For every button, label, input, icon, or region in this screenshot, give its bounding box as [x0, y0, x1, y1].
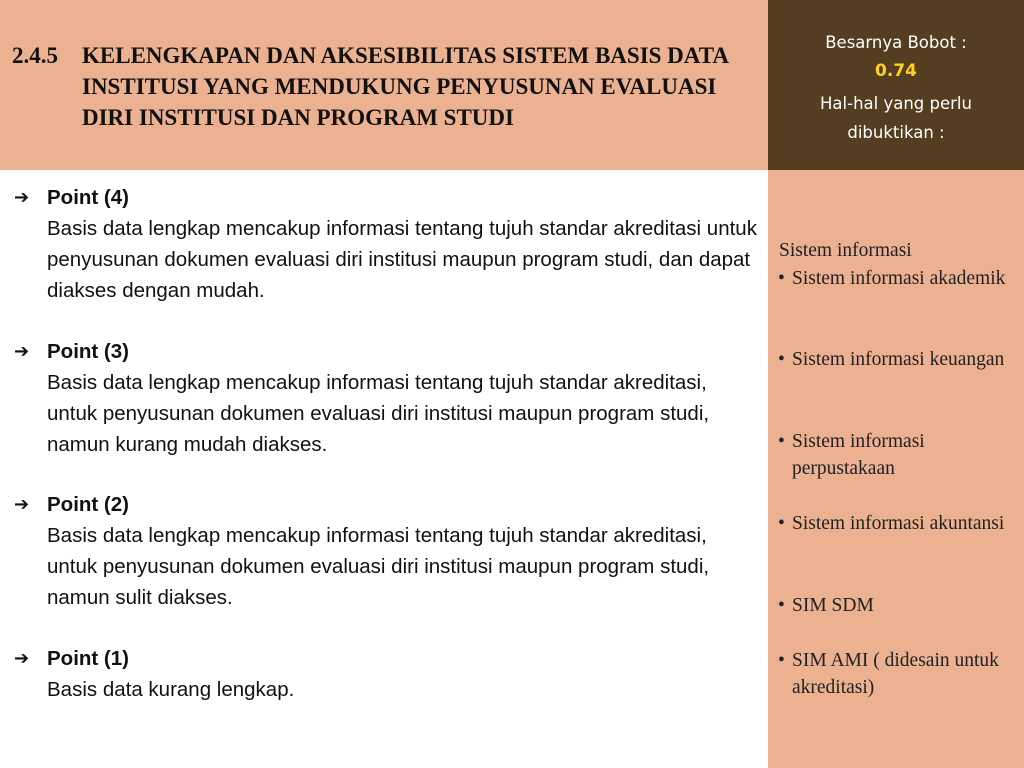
arrow-right-icon: ➔ — [14, 187, 30, 208]
sidebar-heading: Sistem informasi — [779, 240, 912, 261]
proof-label-line1: Hal-hal yang perlu — [820, 94, 972, 113]
sidebar-item-label: Sistem informasi akademik — [792, 268, 1006, 289]
bullet-icon: • — [778, 268, 785, 289]
point-title: Point (3) — [47, 340, 129, 363]
sidebar-item-label: Sistem informasi perpustakaan — [792, 431, 925, 479]
bullet-icon: • — [778, 650, 785, 671]
bullet-icon: • — [778, 349, 785, 370]
sidebar-item-label: SIM SDM — [792, 595, 874, 616]
bullet-icon: • — [778, 513, 785, 534]
arrow-right-icon: ➔ — [14, 341, 30, 362]
evidence-sidebar — [768, 170, 1024, 768]
arrow-right-icon: ➔ — [14, 648, 30, 669]
weight-box — [768, 0, 1024, 170]
bullet-icon: • — [778, 595, 785, 616]
points-panel — [0, 170, 768, 768]
header-band — [0, 0, 768, 170]
point-description: Basis data lengkap mencakup informasi tentang tujuh standar akreditasi, untuk penyusunan dokumen evaluasi diri institusi maupun program studi, namun sulit diakses. — [47, 524, 710, 609]
sidebar-item-label: Sistem informasi akuntansi — [792, 513, 1005, 534]
point-description: Basis data lengkap mencakup informasi tentang tujuh standar akreditasi, untuk penyusunan dokumen evaluasi diri institusi maupun program studi, namun kurang mudah diakses. — [47, 371, 710, 456]
sidebar-item-label: Sistem informasi keuangan — [792, 349, 1005, 370]
arrow-right-icon: ➔ — [14, 494, 30, 515]
point-title: Point (1) — [47, 647, 129, 670]
proof-label-line2: dibuktikan : — [847, 123, 945, 142]
point-title: Point (4) — [47, 186, 129, 209]
weight-label: Besarnya Bobot : — [825, 33, 967, 52]
section-number: 2.4.5 — [12, 43, 58, 68]
bullet-icon: • — [778, 431, 785, 452]
section-title: KELENGKAPAN DAN AKSESIBILITAS SISTEM BASIS DATA INSTITUSI YANG MENDUKUNG PENYUSUNAN EVALUASI DIRI INSTITUSI DAN PROGRAM STUDI — [82, 43, 728, 130]
point-description: Basis data kurang lengkap. — [47, 678, 295, 701]
point-description: Basis data lengkap mencakup informasi tentang tujuh standar akreditasi untuk penyusunan dokumen evaluasi diri institusi maupun program studi, dan dapat diakses dengan mudah. — [47, 217, 757, 302]
point-title: Point (2) — [47, 493, 129, 516]
weight-value: 0.74 — [875, 61, 917, 81]
sidebar-item-label: SIM AMI ( didesain untuk akreditasi) — [792, 650, 999, 698]
